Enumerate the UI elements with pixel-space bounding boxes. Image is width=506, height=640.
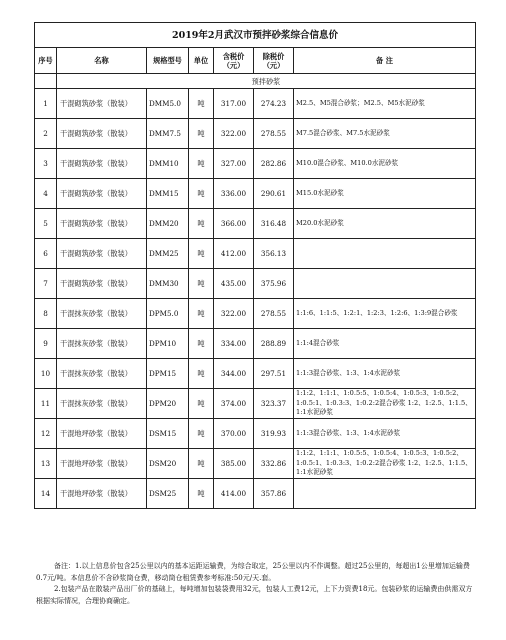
cell-name: 干混砌筑砂浆（散装）: [57, 149, 147, 179]
table-title: 2019年2月武汉市预拌砂浆综合信息价: [35, 23, 476, 48]
cell-tax-excl: 319.93: [254, 419, 294, 449]
cell-note: 1:1:2、1:1:1、1:0.5:5、1:0.5:4、1:0.5:3、1:0.5:2、1:0.5:1、1:0.3:3、1:0.2:2混合砂浆 1:2、1:2.5、1:1.5、1:1水泥砂浆: [294, 449, 476, 479]
cell-tax-excl: 316.48: [254, 209, 294, 239]
cell-note: M20.0水泥砂浆: [294, 209, 476, 239]
cell-name: 干混砌筑砂浆（散装）: [57, 89, 147, 119]
table-row: [35, 389, 476, 419]
cell-no: 11: [35, 389, 57, 419]
table-row: [35, 329, 476, 359]
cell-note: 1:1:2、1:1:1、1:0.5:5、1:0.5:4、1:0.5:3、1:0.5:2、1:0.5:1、1:0.3:3、1:0.2:2混合砂浆 1:2、1:2.5、1:1.5、1:1水泥砂浆: [294, 389, 476, 419]
cell-spec: DMM15: [147, 179, 189, 209]
cell-tax-excl: 332.86: [254, 449, 294, 479]
cell-tax-excl: 274.23: [254, 89, 294, 119]
cell-name: 干混抹灰砂浆（散装）: [57, 329, 147, 359]
cell-name: 干混抹灰砂浆（散装）: [57, 389, 147, 419]
cell-tax-excl: 356.13: [254, 239, 294, 269]
cell-name: 干混地坪砂浆（散装）: [57, 419, 147, 449]
cell-spec: DMM25: [147, 239, 189, 269]
section-spacer: [35, 74, 57, 89]
cell-spec: DPM5.0: [147, 299, 189, 329]
cell-spec: DMM10: [147, 149, 189, 179]
table-row: [35, 179, 476, 209]
header-tax-incl: 含税价（元）: [214, 48, 254, 74]
cell-tax-incl: 322.00: [214, 119, 254, 149]
cell-tax-incl: 322.00: [214, 299, 254, 329]
cell-note: M15.0水泥砂浆: [294, 179, 476, 209]
cell-tax-incl: 385.00: [214, 449, 254, 479]
table-row: [35, 299, 476, 329]
section-label: 预拌砂浆: [57, 74, 476, 89]
table-row: [35, 269, 476, 299]
cell-note: [294, 479, 476, 509]
cell-name: 干混地坪砂浆（散装）: [57, 449, 147, 479]
cell-note: 1:1:3混合砂浆、1:3、1:4水泥砂浆: [294, 359, 476, 389]
cell-unit: 吨: [189, 179, 214, 209]
header-spec: 规格型号: [147, 48, 189, 74]
cell-note: [294, 239, 476, 269]
cell-no: 10: [35, 359, 57, 389]
cell-no: 6: [35, 239, 57, 269]
cell-no: 1: [35, 89, 57, 119]
cell-name: 干混砌筑砂浆（散装）: [57, 179, 147, 209]
cell-unit: 吨: [189, 209, 214, 239]
cell-unit: 吨: [189, 479, 214, 509]
cell-unit: 吨: [189, 359, 214, 389]
cell-tax-incl: 414.00: [214, 479, 254, 509]
cell-unit: 吨: [189, 449, 214, 479]
cell-name: 干混砌筑砂浆（散装）: [57, 209, 147, 239]
cell-tax-incl: 374.00: [214, 389, 254, 419]
table-row: [35, 149, 476, 179]
cell-tax-excl: 288.89: [254, 329, 294, 359]
cell-unit: 吨: [189, 329, 214, 359]
cell-unit: 吨: [189, 119, 214, 149]
cell-note: [294, 269, 476, 299]
cell-spec: DMM30: [147, 269, 189, 299]
cell-tax-incl: 317.00: [214, 89, 254, 119]
header-row: [35, 48, 476, 74]
cell-name: 干混砌筑砂浆（散装）: [57, 239, 147, 269]
cell-tax-incl: 412.00: [214, 239, 254, 269]
cell-no: 7: [35, 269, 57, 299]
cell-name: 干混地坪砂浆（散装）: [57, 479, 147, 509]
cell-note: M10.0混合砂浆、M10.0水泥砂浆: [294, 149, 476, 179]
cell-tax-excl: 323.37: [254, 389, 294, 419]
cell-no: 12: [35, 419, 57, 449]
table-row: [35, 419, 476, 449]
cell-unit: 吨: [189, 299, 214, 329]
header-no: 序号: [35, 48, 57, 74]
cell-spec: DSM25: [147, 479, 189, 509]
cell-no: 5: [35, 209, 57, 239]
header-name: 名称: [57, 48, 147, 74]
cell-unit: 吨: [189, 389, 214, 419]
cell-tax-excl: 278.55: [254, 299, 294, 329]
footnotes: [36, 561, 476, 607]
cell-tax-incl: 435.00: [214, 269, 254, 299]
cell-tax-excl: 282.86: [254, 149, 294, 179]
cell-spec: DMM7.5: [147, 119, 189, 149]
cell-name: 干混砌筑砂浆（散装）: [57, 119, 147, 149]
cell-tax-excl: 278.55: [254, 119, 294, 149]
table-row: [35, 359, 476, 389]
cell-tax-excl: 357.86: [254, 479, 294, 509]
header-note: 备 注: [294, 48, 476, 74]
cell-tax-incl: 336.00: [214, 179, 254, 209]
cell-unit: 吨: [189, 89, 214, 119]
cell-unit: 吨: [189, 419, 214, 449]
cell-no: 14: [35, 479, 57, 509]
cell-unit: 吨: [189, 269, 214, 299]
cell-unit: 吨: [189, 239, 214, 269]
cell-no: 3: [35, 149, 57, 179]
cell-spec: DMM20: [147, 209, 189, 239]
cell-note: 1:1:6、1:1:5、1:2:1、1:2:3、1:2:6、1:3:9混合砂浆: [294, 299, 476, 329]
cell-note: 1:1:3混合砂浆、1:3、1:4水泥砂浆: [294, 419, 476, 449]
cell-tax-incl: 366.00: [214, 209, 254, 239]
cell-spec: DSM15: [147, 419, 189, 449]
cell-spec: DPM10: [147, 329, 189, 359]
cell-unit: 吨: [189, 149, 214, 179]
cell-no: 13: [35, 449, 57, 479]
cell-note: M2.5、M5混合砂浆；M2.5、M5水泥砂浆: [294, 89, 476, 119]
cell-no: 4: [35, 179, 57, 209]
table-row: [35, 479, 476, 509]
cell-note: M7.5混合砂浆、M7.5水泥砂浆: [294, 119, 476, 149]
cell-tax-excl: 375.96: [254, 269, 294, 299]
table-row: [35, 449, 476, 479]
table-row: [35, 239, 476, 269]
cell-tax-excl: 290.61: [254, 179, 294, 209]
table-row: [35, 209, 476, 239]
footnote-1: 备注：1.以上信息价包含25公里以内的基本运距运输费，为综合取定，25公里以内不作调整。超过25公里的，每超出1公里增加运输费0.7元/吨。本信息价不含砂浆筒仓费，移动筒仓租赁费参考标准:50元/天.套。: [36, 562, 470, 582]
cell-note: 1:1:4混合砂浆: [294, 329, 476, 359]
cell-no: 9: [35, 329, 57, 359]
cell-spec: DSM20: [147, 449, 189, 479]
header-tax-excl: 除税价（元）: [254, 48, 294, 74]
cell-name: 干混抹灰砂浆（散装）: [57, 359, 147, 389]
cell-tax-incl: 334.00: [214, 329, 254, 359]
cell-tax-incl: 327.00: [214, 149, 254, 179]
table-row: [35, 119, 476, 149]
cell-name: 干混抹灰砂浆（散装）: [57, 299, 147, 329]
cell-tax-excl: 297.51: [254, 359, 294, 389]
cell-spec: DPM15: [147, 359, 189, 389]
cell-tax-incl: 344.00: [214, 359, 254, 389]
cell-name: 干混砌筑砂浆（散装）: [57, 269, 147, 299]
footnote-2: 2.包装产品在散装产品出厂价的基础上，每吨增加包装袋费用32元，包装人工费12元，上下力资费18元。包装砂浆的运输费由供需双方根据实际情况，合理协商确定。: [36, 585, 473, 605]
cell-no: 8: [35, 299, 57, 329]
price-table: [34, 22, 476, 509]
cell-spec: DPM20: [147, 389, 189, 419]
section-row: [35, 74, 476, 89]
header-unit: 单位: [189, 48, 214, 74]
cell-no: 2: [35, 119, 57, 149]
cell-spec: DMM5.0: [147, 89, 189, 119]
cell-tax-incl: 370.00: [214, 419, 254, 449]
table-row: [35, 89, 476, 119]
